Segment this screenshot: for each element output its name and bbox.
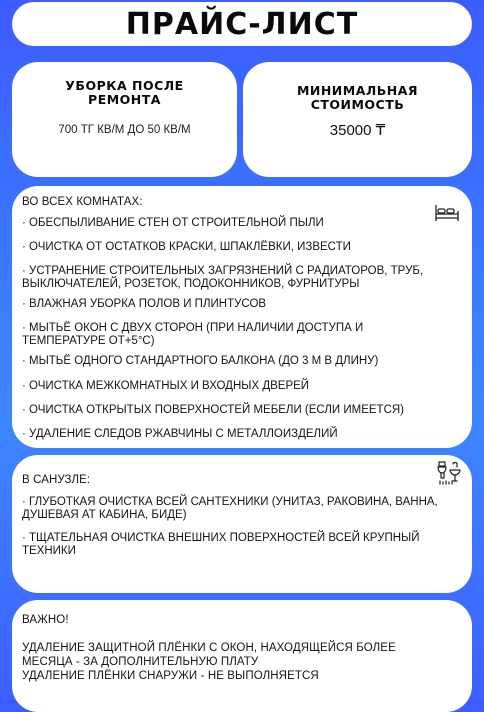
rooms-item-line: ТЕМПЕРАТУРЕ ОТ+5°С) [22,335,155,347]
rooms-item-line: · ВЛАЖНАЯ УБОРКА ПОЛОВ И ПЛИНТУСОВ [22,298,267,310]
minimum-price: 35000 ₸ [329,122,386,139]
rooms-item-line: ВЫКЛЮЧАТЕЛЕЙ, РОЗЕТОК, ПОДОКОННИКОВ, ФУРНИТУРЫ [22,278,360,290]
minimum-card [243,62,472,177]
rooms-heading: ВО ВСЕХ КОМНАТАХ: [22,196,143,208]
service-heading-line: РЕМОНТА [88,92,161,107]
service-heading [12,79,237,107]
rooms-item-line: · ОБЕСПЫЛИВАНИЕ СТЕН ОТ СТРОИТЕЛЬНОЙ ПЫЛИ [22,217,324,229]
service-card [12,62,237,177]
rooms-item-line: · ОЧИСТКА МЕЖКОМНАТНЫХ И ВХОДНЫХ ДВЕРЕЙ [22,380,310,392]
rooms-item-line: · УСТРАНЕНИЕ СТРОИТЕЛЬНЫХ ЗАГРЯЗНЕНИЙ С РАДИАТОРОВ, ТРУБ, [22,265,424,277]
service-heading-line: УБОРКА ПОСЛЕ [65,78,184,93]
rooms-item-line: · ОЧИСТКА ОТКРЫТЫХ ПОВЕРХНОСТЕЙ МЕБЕЛИ (ЕСЛИ ИМЕЕТСЯ) [22,404,405,416]
bathroom-icon [436,460,462,486]
bed-icon [434,203,460,223]
bathroom-heading: В САНУЗЛЕ: [22,474,91,486]
bathroom-item-line: ДУШЕВАЯ АТ КАБИНА, БИДЕ) [22,509,187,521]
bathroom-item-line: ТЕХНИКИ [22,545,76,557]
rooms-item-line: · МЫТЬЁ ОКОН С ДВУХ СТОРОН (ПРИ НАЛИЧИИ ДОСТУПА И [22,322,364,334]
minimum-heading-line: МИНИМАЛЬНАЯ [296,83,419,98]
minimum-heading [243,84,472,112]
title-card [12,2,472,46]
note-line: УДАЛЕНИЕ ЗАЩИТНОЙ ПЛЁНКИ С ОКОН, НАХОДЯЩЕЙСЯ БОЛЕЕ [22,642,396,654]
note-line: МЕСЯЦА - ЗА ДОПОЛНИТЕЛЬНУЮ ПЛАТУ [22,656,259,668]
service-rate: 700 ТГ КВ/М ДО 50 КВ/М [58,124,191,136]
bathroom-item-line: · ТЩАТЕЛЬНАЯ ОЧИСТКА ВНЕШНИХ ПОВЕРХНОСТЕЙ ВСЕЙ КРУПНЫЙ [22,532,420,544]
minimum-heading-line: СТОИМОСТЬ [310,97,405,112]
rooms-item-line: · ОЧИСТКА ОТ ОСТАТКОВ КРАСКИ, ШПАКЛЁВКИ, ИЗВЕСТИ [22,241,351,253]
note-line: УДАЛЕНИЕ ПЛЁНКИ СНАРУЖИ - НЕ ВЫПОЛНЯЕТСЯ [22,670,319,682]
bathroom-item-line: · ГЛУБОТКАЯ ОЧИСТКА ВСЕЙ САНТЕХНИКИ (УНИТАЗ, РАКОВИНА, ВАННА, [22,496,438,508]
rooms-item-line: · МЫТЬЁ ОДНОГО СТАНДАРТНОГО БАЛКОНА (ДО 3 М В ДЛИНУ) [22,355,379,367]
rooms-item-line: · УДАЛЕНИЕ СЛЕДОВ РЖАВЧИНЫ С МЕТАЛЛОИЗДЕЛИЙ [22,428,338,440]
page-title: ПРАЙС-ЛИСТ [125,6,359,42]
note-heading: ВАЖНО! [22,614,69,626]
